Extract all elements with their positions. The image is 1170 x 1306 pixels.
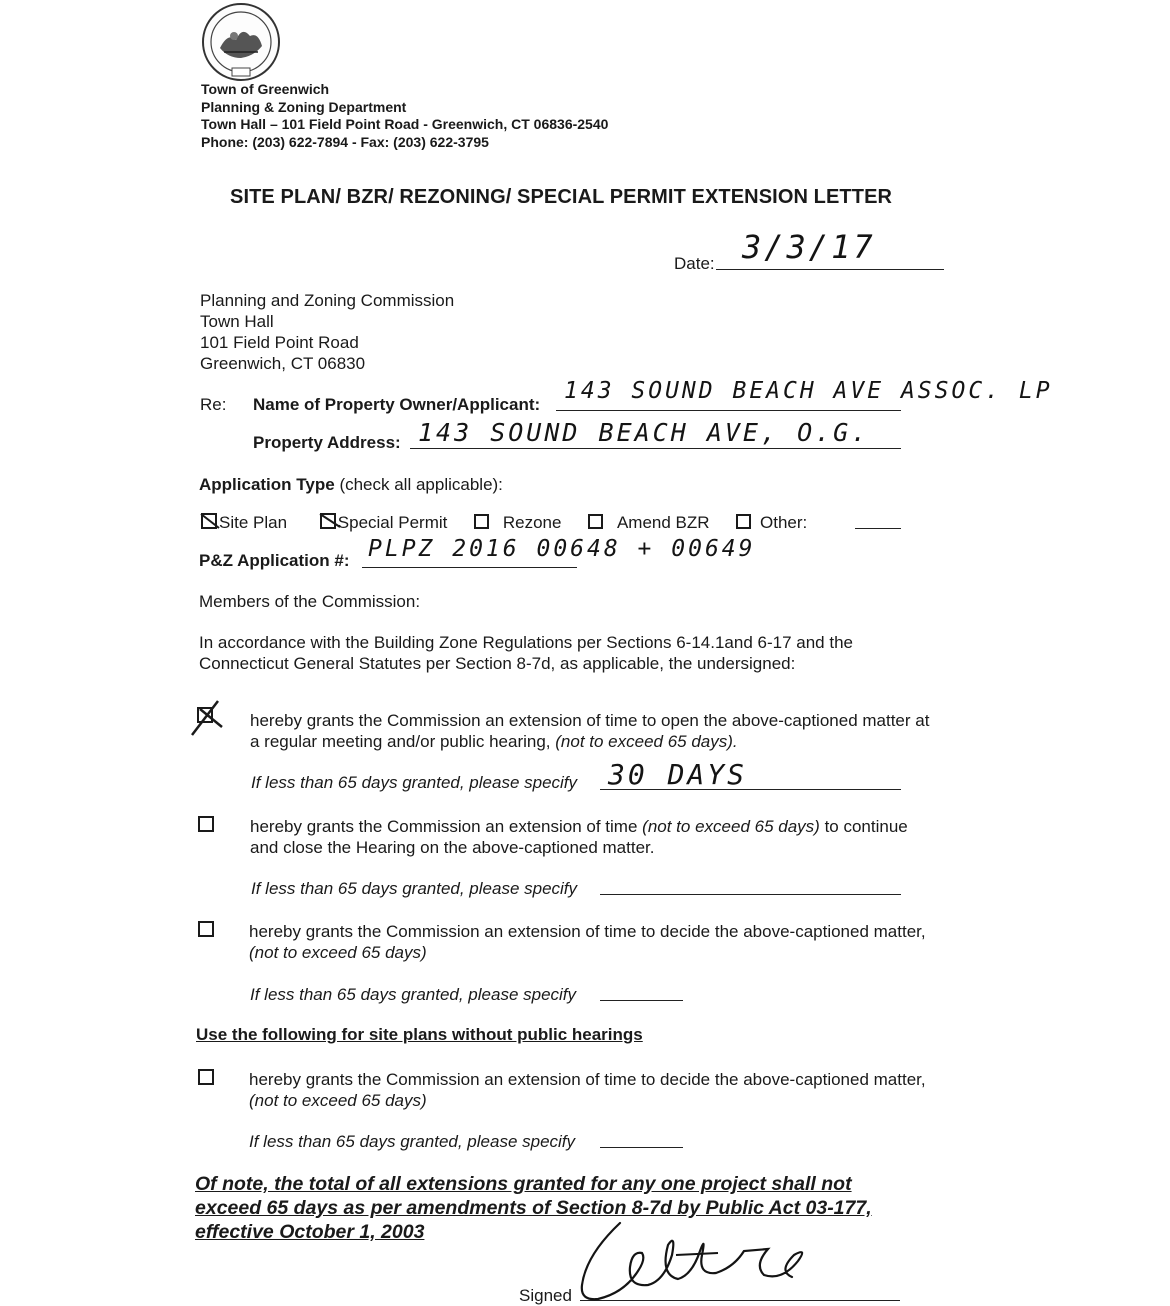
owner-value: 143 SOUND BEACH AVE ASSOC. LP	[564, 378, 1053, 404]
recipient-address	[200, 290, 454, 374]
application-number-line	[362, 567, 577, 568]
recipient-line: Planning and Zoning Commission	[200, 291, 455, 310]
specify-line[interactable]	[600, 1000, 683, 1001]
checkbox-amend-bzr[interactable]	[588, 514, 603, 529]
specify-line[interactable]	[600, 1147, 683, 1148]
check-x-icon	[201, 513, 223, 529]
document-title: SITE PLAN/ BZR/ REZONING/ SPECIAL PERMIT EXTENSION LETTER	[230, 186, 893, 208]
option-rezone: Rezone	[502, 513, 562, 532]
recipient-line: Town Hall	[200, 312, 274, 331]
checkbox-other[interactable]	[736, 514, 751, 529]
specify-value: 30 DAYS	[608, 758, 748, 791]
grant-text: to continue and close the Hearing on the above-captioned matter.	[250, 817, 908, 857]
address-label: Property Address:	[253, 433, 401, 452]
department-phone: Phone: (203) 622-7894 - Fax: (203) 622-3795	[201, 133, 489, 150]
department-name: Planning & Zoning Department	[201, 98, 407, 115]
grant-decide-text	[249, 921, 939, 963]
checkbox-rezone[interactable]	[474, 514, 489, 529]
grant-limit: (not to exceed 65 days)	[642, 817, 820, 836]
re-label: Re:	[200, 395, 227, 414]
footnote-line: Of note, the total of all extensions granted for any one project shall not	[195, 1173, 852, 1195]
grant-open-text	[250, 710, 930, 752]
option-other: Other:	[760, 513, 808, 532]
application-number-label: P&Z Application #:	[199, 551, 350, 570]
check-x-icon	[320, 513, 342, 529]
checkbox-site-plan[interactable]	[201, 513, 217, 529]
checkbox-site-plan-decide[interactable]	[198, 1069, 214, 1085]
grant-continue-text	[250, 816, 930, 858]
owner-line	[556, 410, 901, 411]
grant-limit: (not to exceed 65 days)	[249, 943, 427, 962]
grant-text: hereby grants the Commission an extension of time	[250, 817, 638, 836]
checkbox-grant-open[interactable]	[188, 697, 228, 737]
recipient-line: 101 Field Point Road	[200, 333, 359, 352]
grant-text: hereby grants the Commission an extension of time to decide the above-captioned matter,	[249, 1070, 926, 1089]
signed-label: Signed	[519, 1286, 572, 1305]
application-type-label: Application Type	[199, 475, 335, 494]
intro-paragraph: In accordance with the Building Zone Regulations per Sections 6-14.1and 6-17 and the Connecticut General Statutes per Section 8-7d, as applicable, the undersigned:	[199, 633, 853, 673]
site-plan-heading: Use the following for site plans without public hearings	[196, 1025, 643, 1044]
recipient-line: Greenwich, CT 06830	[200, 354, 366, 373]
specify-label: If less than 65 days granted, please specify	[249, 1132, 576, 1151]
application-type-heading	[199, 474, 503, 495]
grant-limit: (not to exceed 65 days).	[555, 732, 738, 751]
town-seal-icon	[198, 2, 284, 82]
grant-limit: (not to exceed 65 days)	[249, 1091, 427, 1110]
application-number-value: PLPZ 2016 00648 + 00649	[368, 536, 756, 562]
address-line	[410, 448, 901, 449]
department-address: Town Hall – 101 Field Point Road - Greenwich, CT 06836-2540	[201, 116, 609, 132]
specify-label: If less than 65 days granted, please specify	[251, 879, 578, 898]
option-amend-bzr: Amend BZR	[616, 513, 710, 532]
town-name: Town of Greenwich	[201, 81, 330, 97]
specify-line[interactable]	[600, 894, 901, 895]
application-type-note: (check all applicable):	[339, 475, 503, 494]
letterhead	[201, 81, 608, 151]
checkbox-grant-continue[interactable]	[198, 816, 214, 832]
checkbox-grant-decide[interactable]	[198, 921, 214, 937]
other-line	[855, 528, 901, 529]
date-line	[716, 269, 944, 270]
checkbox-special-permit[interactable]	[320, 513, 336, 529]
date-value: 3/3/17	[742, 228, 876, 266]
address-value: 143 SOUND BEACH AVE, O.G.	[418, 418, 870, 447]
specify-label: If less than 65 days granted, please specify	[251, 773, 578, 792]
grant-text: hereby grants the Commission an extension of time to open the above-captioned matter at a regular meeting and/or public hearing,	[250, 711, 930, 751]
option-special-permit: Special Permit	[337, 513, 448, 532]
date-label: Date:	[674, 254, 715, 273]
salutation: Members of the Commission:	[199, 592, 421, 611]
grant-text: hereby grants the Commission an extension of time to decide the above-captioned matter,	[249, 922, 926, 941]
signature-icon	[568, 1215, 828, 1303]
option-site-plan: Site Plan	[219, 513, 288, 532]
specify-label: If less than 65 days granted, please specify	[250, 985, 577, 1004]
owner-label: Name of Property Owner/Applicant:	[253, 395, 541, 414]
site-plan-grant-text	[249, 1069, 939, 1111]
application-type-options	[201, 512, 807, 533]
footnote-line: exceed 65 days as per amendments of Section 8-7d by Public Act 03-177,	[195, 1197, 872, 1219]
footnote-line: effective October 1, 2003	[195, 1221, 425, 1243]
